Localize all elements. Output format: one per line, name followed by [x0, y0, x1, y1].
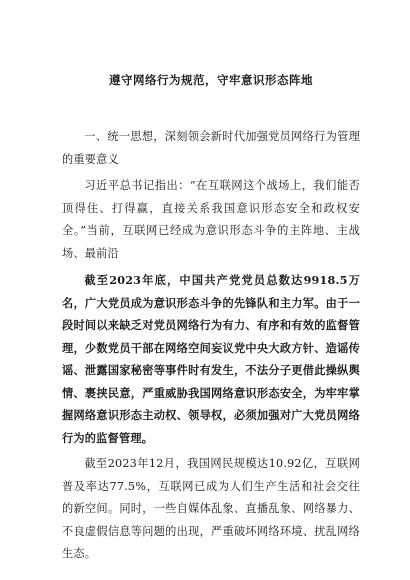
- paragraph-section-heading: 一、统一思想，深刻领会新时代加强党员网络行为管理的重要意义: [62, 130, 360, 166]
- title-spacer: [62, 88, 360, 126]
- paragraph-netizens: 截至2023年12月，我国网民规模达10.92亿，互联网普及率达77.5%，互联网已成为人们生产生活和社会交往的新空间。同时，一些自媒体乱象、直播乱象、网络暴力、不良虚假信息等问题的出现，严重破坏网络环境、扰乱网络生态。: [62, 457, 360, 560]
- document-title: 遵守网络行为规范，守牢意识形态阵地: [109, 73, 313, 87]
- paragraph-quote: 习近平总书记指出：“在互联网这个战场上，我们能否顶得住、打得赢，直接关系我国意识形态安全和政权安全。”当前，互联网已经成为意识形态斗争的主阵地、主战场、最前沿: [62, 179, 360, 260]
- paragraph-party-members: 截至2023年底，中国共产党党员总数达9918.5万名，广大党员成为意识形态斗争的先锋队和主力军。由于一段时间以来缺乏对党员网络行为有力、有序和有效的监督管理，少数党员干部在网络空间妄议党中央大政方针、造谣传谣、泄露国家秘密等事件时有发生，不法分子更借此操纵舆情、裹挟民意，严重威胁我国网络意识形态安全，为牢牢掌握网络意识形态主动权、领导权，必须加强对广大党员网络行为的监督管理。: [62, 273, 360, 445]
